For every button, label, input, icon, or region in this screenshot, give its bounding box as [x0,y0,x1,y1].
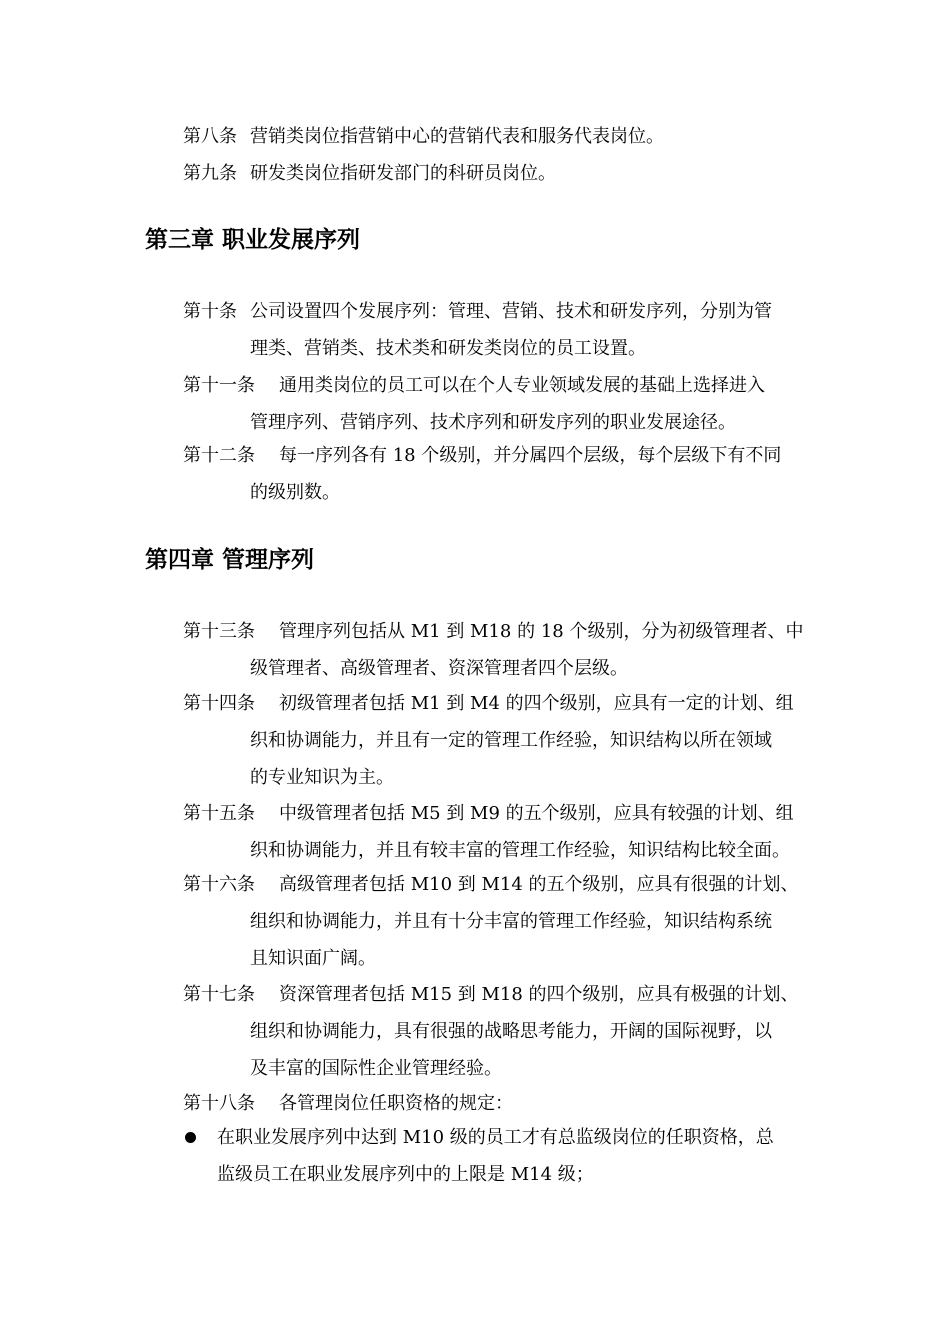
article-10 [183,293,813,367]
article-text: 中级管理者包括 M5 到 M9 的五个级别，应具有较强的计划、组 [279,803,794,824]
article-text: 级管理者、高级管理者、资深管理者四个层级。 [250,658,628,679]
bullet-item [217,1119,817,1193]
article-18 [183,1085,813,1122]
article-text: 织和协调能力，并且有较丰富的管理工作经验，知识结构比较全面。 [250,840,790,861]
article-text: 每一序列各有 18 个级别，并分属四个层级，每个层级下有不同 [279,445,782,466]
article-text: 管理序列、营销序列、技术序列和研发序列的职业发展途径。 [250,412,736,433]
article-line [183,866,813,903]
article-text: 公司设置四个发展序列：管理、营销、技术和研发序列，分别为管 [250,301,772,322]
article-label: 第十条 [183,301,237,322]
article-13 [183,613,813,687]
chapter-4-title: 第四章 管理序列 [145,547,315,573]
article-line [183,155,813,192]
article-text: 及丰富的国际性企业管理经验。 [250,1058,502,1079]
article-text: 理类、营销类、技术类和研发类岗位的员工设置。 [250,338,646,359]
bullet-dot-icon [185,1132,196,1143]
bullet-text-line: 监级员工在职业发展序列中的上限是 M14 级； [217,1164,594,1185]
article-text: 资深管理者包括 M15 到 M18 的四个级别，应具有极强的计划、 [279,984,799,1005]
article-line [183,367,813,404]
article-line [183,1085,813,1122]
article-label: 第十六条 [183,874,255,895]
article-text: 织和协调能力，并且有一定的管理工作经验，知识结构以所在领域 [250,730,772,751]
article-label: 第九条 [183,163,237,184]
article-line [183,118,813,155]
article-text: 初级管理者包括 M1 到 M4 的四个级别，应具有一定的计划、组 [279,693,794,714]
article-9 [183,155,813,192]
article-line [183,685,813,722]
article-label: 第十一条 [183,375,255,396]
article-label: 第十七条 [183,984,255,1005]
article-16 [183,866,813,977]
article-17 [183,976,813,1087]
chapter-3-title: 第三章 职业发展序列 [145,227,361,253]
article-line [183,437,813,474]
article-line [183,613,813,650]
article-line [183,795,813,832]
article-8 [183,118,813,155]
article-text: 各管理岗位任职资格的规定： [279,1093,513,1114]
article-label: 第十二条 [183,445,255,466]
article-label: 第十四条 [183,693,255,714]
article-text: 且知识面广阔。 [250,948,376,969]
bullet-text-line: 在职业发展序列中达到 M10 级的员工才有总监级岗位的任职资格，总 [217,1127,774,1148]
article-11 [183,367,813,441]
article-text: 研发类岗位指研发部门的科研员岗位。 [250,163,556,184]
article-text: 的专业知识为主。 [250,767,394,788]
article-text: 营销类岗位指营销中心的营销代表和服务代表岗位。 [250,126,664,147]
article-label: 第八条 [183,126,237,147]
article-line [183,976,813,1013]
article-label: 第十八条 [183,1093,255,1114]
article-label: 第十三条 [183,621,255,642]
article-text: 组织和协调能力，并且有十分丰富的管理工作经验，知识结构系统 [250,911,772,932]
article-text: 通用类岗位的员工可以在个人专业领域发展的基础上选择进入 [279,375,765,396]
article-text: 管理序列包括从 M1 到 M18 的 18 个级别，分为初级管理者、中 [279,621,804,642]
article-14 [183,685,813,796]
article-12 [183,437,813,511]
article-text: 高级管理者包括 M10 到 M14 的五个级别，应具有很强的计划、 [279,874,799,895]
article-line [183,293,813,330]
article-text: 组织和协调能力，具有很强的战略思考能力，开阔的国际视野，以 [250,1021,772,1042]
article-text: 的级别数。 [250,482,340,503]
article-15 [183,795,813,869]
article-label: 第十五条 [183,803,255,824]
